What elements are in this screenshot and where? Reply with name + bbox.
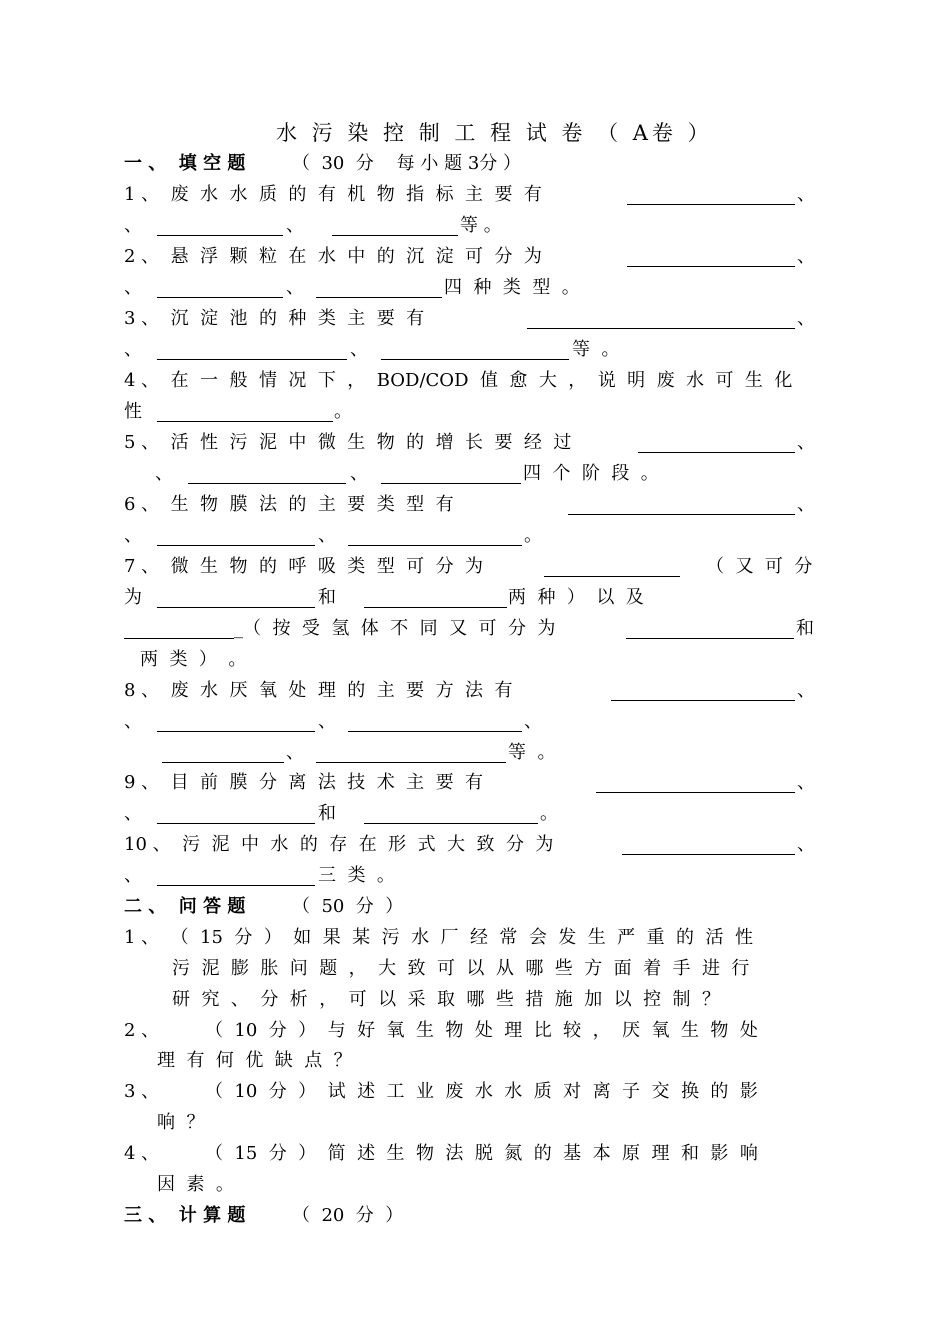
q4-blank-1 (157, 421, 333, 422)
q5-l2-mid: 、 (350, 463, 368, 484)
q2-l2-end: 四 种 类 型 。 (444, 277, 580, 298)
q8-text: 8 、 废 水 厌 氧 处 理 的 主 要 方 法 有 (124, 680, 513, 701)
q9-l2-mid: 和 (318, 803, 336, 824)
q5-l2-start: 、 (155, 463, 173, 484)
s2-q2-line1: 2 、 （ 10 分 ） 与 好 氧 生 物 处 理 比 较 ， 厌 氧 生 物 处 (124, 1020, 758, 1041)
section-3-note: （ 20 分 ） (292, 1205, 404, 1226)
q10-blank-2 (157, 885, 315, 886)
section-1-heading: 一 、 填 空 题 (124, 153, 246, 174)
q3-sep: 、 (797, 308, 815, 329)
q2-l2-start: 、 (124, 277, 142, 298)
q10-l2-end: 三 类 。 (318, 865, 395, 886)
q6-l2-end: 。 (524, 525, 542, 546)
q3-blank-2 (157, 359, 347, 360)
q1-blank-3 (332, 235, 458, 236)
q3-l2-end: 等 。 (572, 339, 620, 360)
q6-blank-3 (348, 545, 522, 546)
q7-blank-1 (544, 576, 680, 577)
q8-sep: 、 (797, 680, 815, 701)
section-2-heading: 二 、 问 答 题 (124, 896, 246, 917)
q7-l3-mid: _（ 按 受 氢 体 不 同 又 可 分 为 (234, 618, 556, 639)
q4-l2-start: 性 (124, 401, 142, 422)
exam-title: 水 污 染 控 制 工 程 试 卷 （ A卷 ） (276, 121, 713, 145)
q6-sep: 、 (797, 494, 815, 515)
q7-l2-end: 两 种 ） 以 及 (508, 587, 644, 608)
q10-text: 10 、 污 泥 中 水 的 存 在 形 式 大 致 分 为 (124, 834, 554, 855)
q9-blank-3 (364, 823, 538, 824)
q1-l2-end: 等 。 (460, 215, 502, 236)
s2-q4-line1: 4 、 （ 15 分 ） 简 述 生 物 法 脱 氮 的 基 本 原 理 和 影 响 (124, 1143, 758, 1164)
q6-l2-start: 、 (124, 525, 142, 546)
s2-q3-line1: 3 、 （ 10 分 ） 试 述 工 业 废 水 水 质 对 离 子 交 换 的 影 (124, 1081, 758, 1102)
q4-text: 4 、 在 一 般 情 况 下 ， BOD/COD 值 愈 大 ， 说 明 废 水 可 生 化 (124, 370, 793, 391)
q1-sep: 、 (797, 184, 815, 205)
q8-blank-3 (348, 731, 522, 732)
q6-blank-1 (568, 514, 795, 515)
q8-l3-end: 等 。 (508, 742, 556, 763)
q2-blank-1 (627, 266, 795, 267)
q8-l2-start: 、 (124, 711, 142, 732)
q1-blank-2 (157, 235, 283, 236)
s2-q3-line2: 响 ？ (157, 1112, 205, 1133)
q9-blank-2 (157, 823, 315, 824)
q4-l2-end: 。 (334, 401, 352, 422)
q8-blank-2 (157, 731, 315, 732)
q5-l2-end: 四 个 阶 段 。 (523, 463, 659, 484)
q9-text: 9 、 目 前 膜 分 离 法 技 术 主 要 有 (124, 772, 484, 793)
q7-blank-3 (364, 607, 507, 608)
q8-l3-mid: 、 (286, 742, 304, 763)
q1-blank-1 (627, 204, 795, 205)
q5-text: 5 、 活 性 污 泥 中 微 生 物 的 增 长 要 经 过 (124, 432, 572, 453)
q6-l2-mid: 、 (318, 525, 336, 546)
q3-l2-start: 、 (124, 339, 142, 360)
q10-l2-start: 、 (124, 865, 142, 886)
q7-l3-end: 和 (796, 618, 814, 639)
q7-l2-start: 为 (124, 587, 142, 608)
q2-text: 2 、 悬 浮 颗 粒 在 水 中 的 沉 淀 可 分 为 (124, 246, 542, 267)
q2-l2-mid: 、 (286, 277, 304, 298)
q8-blank-5 (316, 762, 506, 763)
q7-blank-5 (626, 638, 794, 639)
s2-q2-line2: 理 有 何 优 缺 点 ？ (157, 1050, 352, 1071)
q1-l2-start: 、 (124, 215, 142, 236)
q3-text: 3 、 沉 淀 池 的 种 类 主 要 有 (124, 308, 425, 329)
q7-l1-end: （ 又 可 分 (706, 556, 813, 577)
q6-text: 6 、 生 物 膜 法 的 主 要 类 型 有 (124, 494, 454, 515)
q9-sep: 、 (797, 772, 815, 793)
section-2-note: （ 50 分 ） (292, 896, 404, 917)
q2-blank-2 (157, 297, 283, 298)
q2-sep: 、 (797, 246, 815, 267)
q3-blank-1 (527, 328, 795, 329)
q7-l2-mid: 和 (318, 587, 336, 608)
q5-blank-3 (381, 483, 521, 484)
q5-blank-1 (638, 452, 795, 453)
q9-blank-1 (596, 792, 795, 793)
s2-q1-line3: 研 究 、 分 析 ， 可 以 采 取 哪 些 措 施 加 以 控 制 ？ (172, 989, 720, 1010)
q5-blank-2 (188, 483, 346, 484)
q1-text: 1 、 废 水 水 质 的 有 机 物 指 标 主 要 有 (124, 184, 542, 205)
q7-blank-2 (157, 607, 315, 608)
s2-q1-line1: 1 、 （ 15 分 ） 如 果 某 污 水 厂 经 常 会 发 生 严 重 的 活 性 (124, 927, 753, 948)
q1-l2-mid: 、 (286, 215, 304, 236)
q9-l2-end: 。 (540, 803, 558, 824)
section-1-note: （ 30 分 每 小 题 3分 ） (292, 153, 522, 174)
q8-blank-4 (162, 762, 284, 763)
q9-l2-start: 、 (124, 803, 142, 824)
q2-blank-3 (316, 297, 442, 298)
s2-q4-line2: 因 素 。 (157, 1174, 234, 1195)
q10-sep: 、 (797, 834, 815, 855)
q3-blank-3 (381, 359, 569, 360)
section-3-heading: 三 、 计 算 题 (124, 1205, 246, 1226)
q5-sep: 、 (797, 432, 815, 453)
q8-blank-1 (611, 700, 795, 701)
q10-blank-1 (622, 854, 795, 855)
q7-text: 7 、 微 生 物 的 呼 吸 类 型 可 分 为 (124, 556, 484, 577)
q3-l2-mid: 、 (350, 339, 368, 360)
s2-q1-line2: 污 泥 膨 胀 问 题 ， 大 致 可 以 从 哪 些 方 面 着 手 进 行 (172, 958, 750, 979)
q8-l2-end: 、 (524, 711, 542, 732)
q7-l4: 两 类 ） 。 (140, 649, 247, 670)
q8-l2-mid: 、 (318, 711, 336, 732)
q7-blank-4 (124, 638, 234, 639)
q6-blank-2 (157, 545, 315, 546)
